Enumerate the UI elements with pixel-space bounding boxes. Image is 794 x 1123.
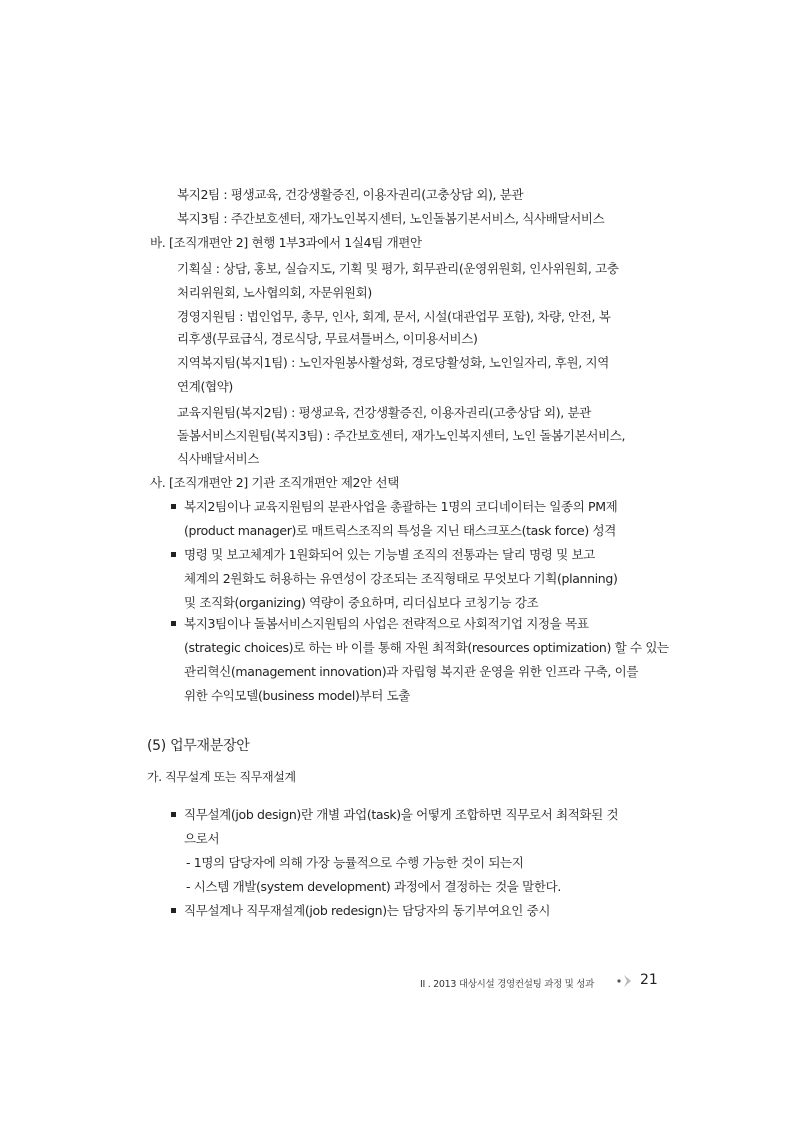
- text-line: 으로서: [184, 831, 220, 846]
- text-line: 복지3팀 : 주간보호센터, 재가노인복지센터, 노인돌봄기본서비스, 식사배달서비스: [177, 211, 605, 226]
- text-line: 연계(협약): [177, 379, 233, 394]
- text-line: 식사배달서비스: [177, 451, 260, 466]
- text-line: - 시스템 개발(system development) 과정에서 결정하는 것을 말한다.: [186, 879, 561, 894]
- text-line: 복지2팀이나 교육지원팀의 분관사업을 총괄하는 1명의 코디네이터는 일종의 PM제: [184, 499, 618, 514]
- text-line: 복지2팀 : 평생교육, 건강생활증진, 이용자권리(고충상담 외), 분관: [177, 187, 524, 202]
- bullet-icon: [171, 504, 176, 509]
- section-heading: (5) 업무재분장안: [147, 738, 250, 754]
- text-line: 체계의 2원화도 허용하는 유연성이 강조되는 조직형태로 무엇보다 기획(planning): [184, 571, 618, 586]
- text-line: 지역복지팀(복지1팀) : 노인자원봉사활성화, 경로당활성화, 노인일자리, 후원, 지역: [177, 355, 609, 370]
- text-line: - 1명의 담당자에 의해 가장 능률적으로 수행 가능한 것이 되는지: [186, 855, 524, 870]
- text-line: (strategic choices)로 하는 바 이를 통해 자원 최적화(resources optimization) 할 수 있는: [184, 640, 669, 655]
- bullet-icon: [171, 908, 176, 913]
- subsection-heading: 가. 직무설계 또는 직무재설계: [147, 770, 296, 784]
- text-line: 교육지원팀(복지2팀) : 평생교육, 건강생활증진, 이용자권리(고충상담 외), 분관: [177, 405, 591, 420]
- bullet-icon: [171, 812, 176, 817]
- text-line: 사. [조직개편안 2] 기관 조직개편안 제2안 선택: [150, 475, 399, 490]
- text-line: 및 조직화(organizing) 역량이 중요하며, 리더십보다 코칭기능 강조: [184, 595, 539, 610]
- text-line: 위한 수익모델(business model)부터 도출: [184, 688, 411, 703]
- chevron-right-icon: [616, 974, 636, 988]
- text-line: 바. [조직개편안 2] 현행 1부3과에서 1실4팀 개편안: [150, 235, 422, 250]
- text-line: 복지3팀이나 돌봄서비스지원팀의 사업은 전략적으로 사회적기업 지정을 목표: [184, 616, 589, 631]
- text-line: (product manager)로 매트릭스조직의 특성을 지닌 태스크포스(task force) 성격: [184, 523, 616, 538]
- text-line: 돌봄서비스지원팀(복지3팀) : 주간보호센터, 재가노인복지센터, 노인 돌봄기본서비스,: [177, 428, 626, 443]
- text-line: 직무설계나 직무재설계(job redesign)는 담당자의 동기부여요인 중시: [184, 903, 551, 918]
- footer-text: II . 2013 대상시설 경영컨설팅 과정 및 성과: [420, 979, 595, 990]
- text-line: 직무설계(job design)란 개별 과업(task)을 어떻게 조합하면 직무로서 최적화된 것: [184, 807, 619, 822]
- bullet-icon: [171, 621, 176, 626]
- text-line: 기획실 : 상담, 홍보, 실습지도, 기획 및 평가, 회무관리(운영위원회, 인사위원회, 고충: [177, 261, 619, 276]
- text-line: 경영지원팀 : 법인업무, 총무, 인사, 회계, 문서, 시설(대관업무 포함), 차량, 안전, 복: [177, 309, 611, 324]
- text-line: 리후생(무료급식, 경로식당, 무료셔틀버스, 이미용서비스): [177, 331, 478, 346]
- text-line: 처리위원회, 노사협의회, 자문위원회): [177, 285, 372, 300]
- text-line: 관리혁신(management innovation)과 자립형 복지관 운영을 위한 인프라 구축, 이를: [184, 664, 639, 679]
- text-line: 명령 및 보고체계가 1원화되어 있는 기능별 조직의 전통과는 달리 명령 및 보고: [184, 547, 595, 562]
- bullet-icon: [171, 552, 176, 557]
- page-number: 21: [640, 972, 658, 988]
